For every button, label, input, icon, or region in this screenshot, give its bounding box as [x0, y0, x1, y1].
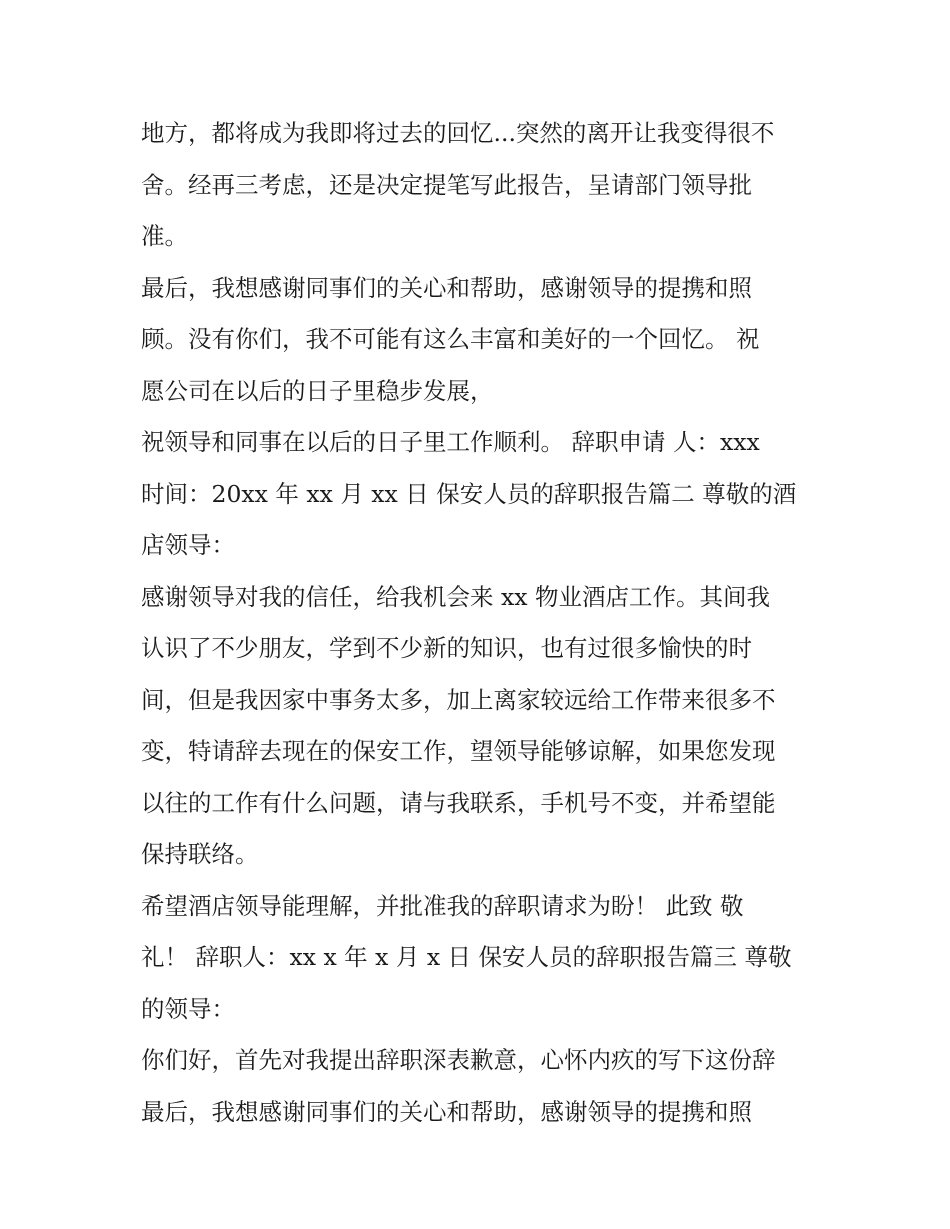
text-line: 时间：20xx 年 xx 月 xx 日 保安人员的辞职报告篇二 尊敬的酒 — [141, 479, 797, 508]
text-line: 店领导： — [141, 531, 235, 559]
text-line: 准。 — [141, 222, 188, 250]
text-line: 保持联络。 — [141, 840, 259, 868]
text-line: 最后，我想感谢同事们的关心和帮助，感谢领导的提携和照 — [141, 273, 752, 302]
text-line: 你们好，首先对我提出辞职深表歉意，心怀内疚的写下这份辞 — [141, 1046, 776, 1074]
text-line: 愿公司在以后的日子里稳步发展， — [141, 376, 494, 405]
text-line: 以往的工作有什么问题，请与我联系，手机号不变，并希望能 — [141, 788, 776, 817]
text-line: 认识了不少朋友，学到不少新的知识，也有过很多愉快的时 — [141, 634, 752, 662]
text-line: 地方，都将成为我即将过去的回忆...突然的离开让我变得很不 — [141, 119, 775, 147]
text-line: 最后，我想感谢同事们的关心和帮助，感谢领导的提携和照 — [141, 1097, 752, 1126]
text-line: 舍。经再三考虑，还是决定提笔写此报告，呈请部门领导批 — [141, 170, 752, 199]
text-line: 感谢领导对我的信任，给我机会来 xx 物业酒店工作。其间我 — [141, 582, 770, 611]
text-line: 顾。没有你们，我不可能有这么丰富和美好的一个回忆。 祝 — [141, 325, 760, 353]
text-line: 的领导： — [141, 994, 235, 1023]
text-line: 希望酒店领导能理解，并批准我的辞职请求为盼！ 此致 敬 — [141, 891, 744, 920]
text-line: 间，但是我因家中事务太多，加上离家较远给工作带来很多不 — [141, 685, 776, 714]
text-line: 祝领导和同事在以后的日子里工作顺利。 辞职申请 人：xxx — [141, 428, 760, 456]
document-body — [141, 108, 821, 1138]
text-line: 礼！ 辞职人：xx x 年 x 月 x 日 保安人员的辞职报告篇三 尊敬 — [141, 943, 792, 971]
text-line: 变，特请辞去现在的保安工作，望领导能够谅解，如果您发现 — [141, 737, 776, 765]
